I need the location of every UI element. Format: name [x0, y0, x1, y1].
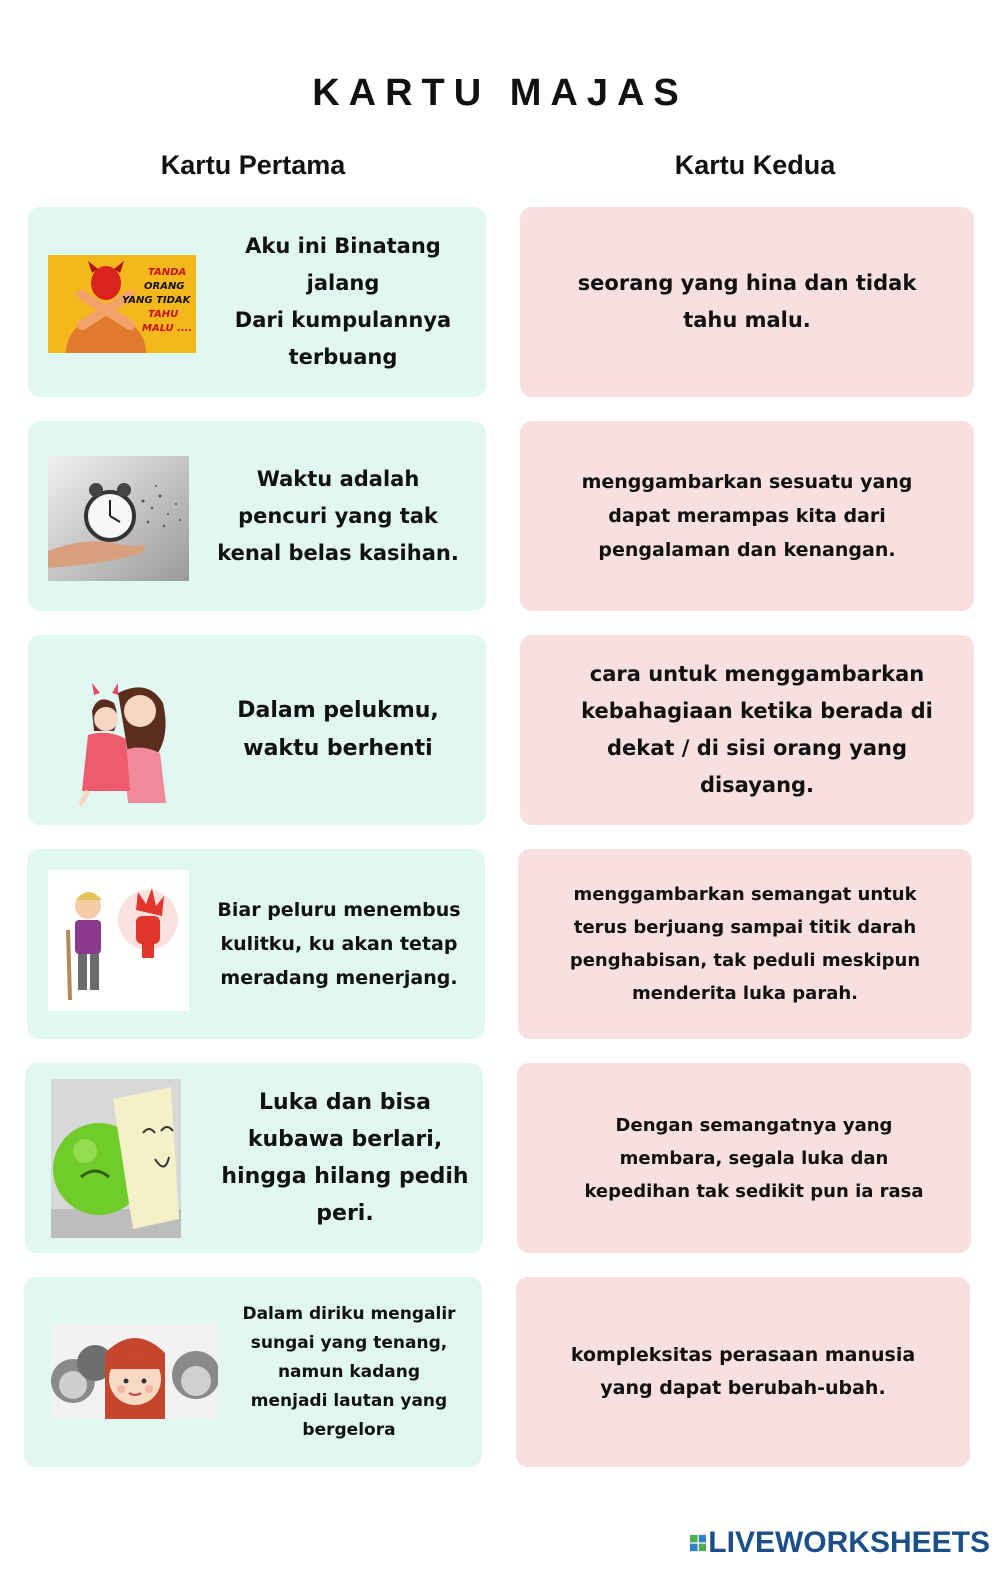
card-second-3[interactable] — [520, 635, 974, 825]
card-text: menggambarkan sesuatu yang dapat merampas kita dari pengalaman dan kenangan. — [581, 471, 913, 561]
svg-text:TANDA: TANDA — [148, 267, 187, 278]
card-first-1[interactable] — [28, 207, 486, 397]
hugging-girls-image — [68, 673, 178, 808]
liveworksheets-logo[interactable] — [690, 1523, 990, 1563]
card-text: Waktu adalah pencuri yang tak kenal belas kasihan. — [217, 466, 459, 565]
card-text: seorang yang hina dan tidak tahu malu. — [577, 271, 917, 332]
card-text: menggambarkan semangat untuk terus berjuang sampai titik darah penghabisan, tak peduli meskipun menderita luka parah. — [569, 884, 921, 1004]
card-text: kompleksitas perasaan manusia yang dapat berubah-ubah. — [570, 1344, 916, 1399]
card-text: cara untuk menggambarkan kebahagiaan ketika berada di dekat / di sisi orang yang disayang. — [581, 662, 933, 797]
card-first-5[interactable] — [25, 1063, 483, 1253]
card-text: Dengan semangatnya yang membara, segala luka dan kepedihan tak sedikit pun ia rasa — [584, 1114, 924, 1202]
card-second-1[interactable] — [520, 207, 974, 397]
liveworksheets-logo-icon — [690, 1530, 706, 1556]
card-second-6[interactable] — [516, 1277, 970, 1467]
card-first-6[interactable] — [24, 1277, 482, 1467]
column-header-second: Kartu Kedua — [674, 150, 836, 180]
card-first-4[interactable] — [27, 849, 485, 1039]
card-first-3[interactable] — [28, 635, 486, 825]
logo-text: LIVEWORKSHEETS — [708, 1526, 990, 1559]
card-first-2[interactable] — [28, 421, 486, 611]
svg-text:MALU ....: MALU .... — [142, 323, 193, 334]
card-text: Dalam diriku mengalir sungai yang tenang, namun kadang menjadi lautan yang bergelora — [242, 1303, 456, 1440]
column-header-first: Kartu Pertama — [160, 150, 346, 180]
clock-in-hand-image — [48, 456, 189, 581]
girl-faces-image — [51, 1323, 218, 1419]
card-second-4[interactable] — [518, 849, 972, 1039]
card-text: Luka dan bisa kubawa berlari, hingga hilang pedih peri. — [221, 1090, 469, 1226]
svg-text:ORANG: ORANG — [144, 281, 185, 292]
devil-man-image — [48, 255, 196, 353]
card-second-5[interactable] — [517, 1063, 971, 1253]
card-text: Biar peluru menembus kulitku, ku akan tetap meradang menerjang. — [217, 899, 461, 989]
card-second-2[interactable] — [520, 421, 974, 611]
svg-text:YANG TIDAK: YANG TIDAK — [122, 295, 191, 306]
page-title: KARTU MAJAS — [312, 72, 688, 114]
card-text: Dalam pelukmu, waktu berhenti — [237, 698, 439, 761]
card-text: Aku ini Binatang jalang Dari kumpulannya terbuang — [234, 234, 452, 369]
green-apple-mask-image — [51, 1079, 181, 1238]
svg-text:TAHU: TAHU — [148, 309, 179, 320]
injured-boy-fist-image — [48, 870, 189, 1011]
